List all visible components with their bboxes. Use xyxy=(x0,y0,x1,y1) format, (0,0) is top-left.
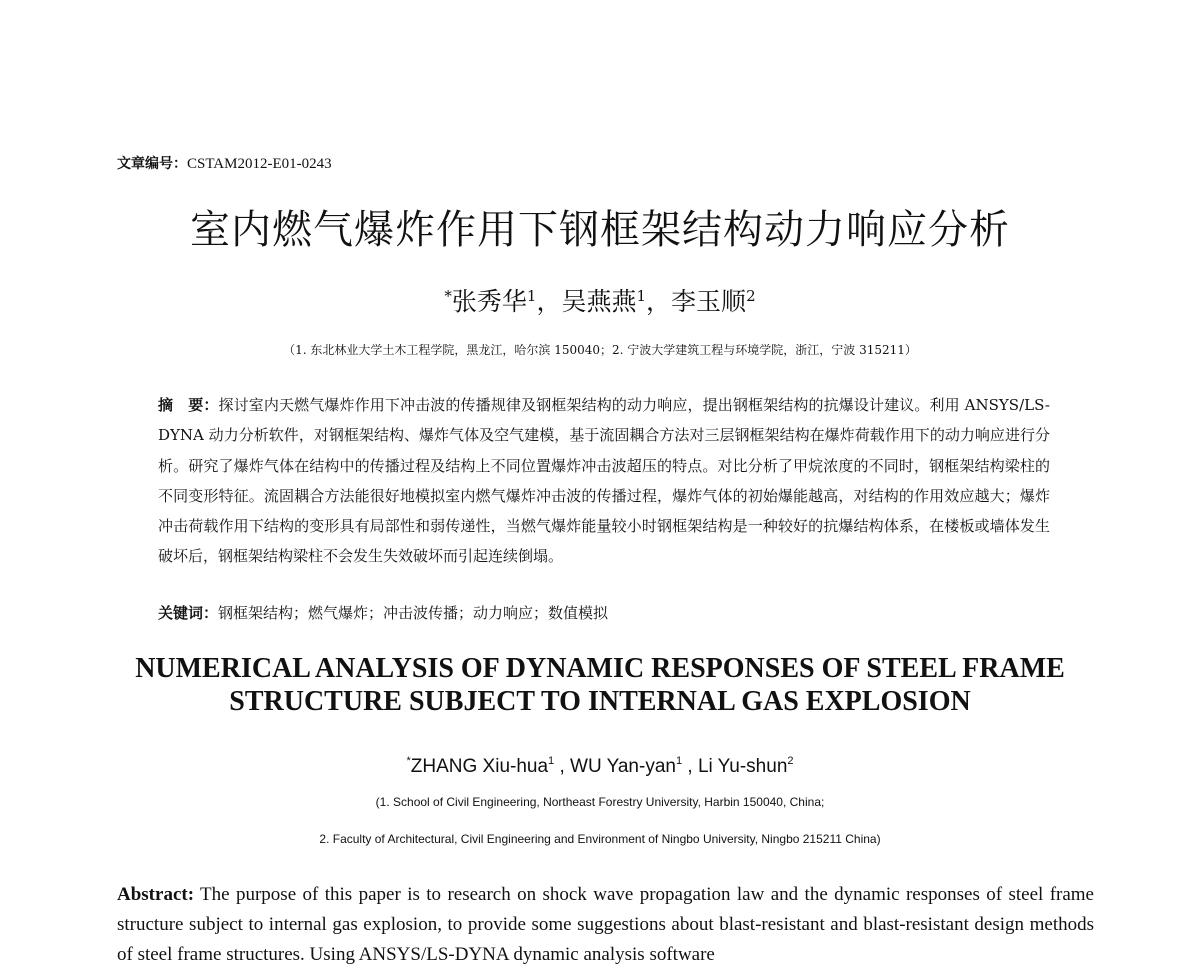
author-separator: ， xyxy=(536,287,562,316)
article-number-value: CSTAM2012-E01-0243 xyxy=(187,156,332,172)
english-affiliation-1: (1. School of Civil Engineering, Northeast Forestry University, Harbin 150040, China; xyxy=(375,795,825,809)
author-separator: , xyxy=(682,756,698,777)
author-affiliation-number: 1 xyxy=(548,755,555,767)
author-name: WU Yan-yan xyxy=(570,756,676,777)
author-name: 李玉顺 xyxy=(671,287,747,316)
english-affiliation-2: 2. Faculty of Architectural, Civil Engineering and Environment of Ningbo University, Ningbo 215211 China) xyxy=(319,832,881,846)
author-separator: , xyxy=(554,756,571,777)
chinese-keywords xyxy=(158,602,608,623)
english-abstract-label: Abstract: xyxy=(117,884,195,905)
author-name: 吴燕燕 xyxy=(561,287,637,316)
chinese-authors xyxy=(0,282,1200,318)
chinese-keywords-label: 关键词： xyxy=(158,604,219,622)
author-affiliation-number: 1 xyxy=(526,287,537,305)
author-affiliation-number: 1 xyxy=(675,755,683,767)
author-affiliation-number: 2 xyxy=(787,755,794,767)
chinese-keywords-text: 钢框架结构；燃气爆炸；冲击波传播；动力响应；数值模拟 xyxy=(218,604,609,622)
chinese-abstract-label: 摘 要： xyxy=(158,396,219,414)
english-title-line-2: STRUCTURE SUBJECT TO INTERNAL GAS EXPLOSION xyxy=(229,686,971,717)
author-name: Li Yu-shun xyxy=(697,756,788,777)
author-affiliation-number: 1 xyxy=(636,287,647,305)
corresponding-author-mark: * xyxy=(406,755,411,767)
author-separator: ， xyxy=(646,287,672,316)
article-number xyxy=(117,153,332,173)
article-number-label: 文章编号： xyxy=(117,156,187,172)
author-name: 张秀华 xyxy=(451,287,527,316)
english-abstract-text: The purpose of this paper is to research on shock wave propagation law and the dynamic responses of steel frame structure subject to internal gas explosion, to provide some suggestions about blast-resistant and blast-resistant design methods of steel frame structures. Using ANSYS/LS-DYNA dynamic analysis software xyxy=(117,884,1094,965)
chinese-abstract-text: 探讨室内天燃气爆炸作用下冲击波的传播规律及钢框架结构的动力响应，提出钢框架结构的抗爆设计建议。利用 ANSYS/LS-DYNA 动力分析软件，对钢框架结构、爆炸气体及空气建模，基于流固耦合方法对三层钢框架结构在爆炸荷载作用下的动力响应进行分析。研究了爆炸气体在结构中的传播过程及结构上不同位置爆炸冲击波超压的特点。对比分析了甲烷浓度的不同时，钢框架结构梁柱的不同变形特征。流固耦合方法能很好地模拟室内燃气爆炸冲击波的传播过程，爆炸气体的初始爆能越高，对结构的作用效应越大；爆炸冲击荷载作用下结构的变形具有局部性和弱传递性，当燃气爆炸能量较小时钢框架结构是一种较好的抗爆结构体系，在楼板或墙体发生破坏后，钢框架结构梁柱不会发生失效破坏而引起连续倒塌。 xyxy=(158,396,1050,566)
author-name: ZHANG Xiu-hua xyxy=(410,756,549,777)
chinese-abstract xyxy=(158,390,1050,572)
chinese-affiliation: （1. 东北林业大学土木工程学院，黑龙江，哈尔滨 150040；2. 宁波大学建筑工程与环境学院，浙江，宁波 315211） xyxy=(283,343,917,357)
english-abstract xyxy=(117,880,1094,970)
chinese-title: 室内燃气爆炸作用下钢框架结构动力响应分析 xyxy=(190,207,1010,253)
english-title xyxy=(0,652,1200,718)
english-authors xyxy=(0,755,1200,778)
author-affiliation-number: 2 xyxy=(746,287,756,305)
english-title-line-1: NUMERICAL ANALYSIS OF DYNAMIC RESPONSES OF STEEL FRAME xyxy=(135,653,1065,684)
corresponding-author-mark: * xyxy=(444,287,452,305)
